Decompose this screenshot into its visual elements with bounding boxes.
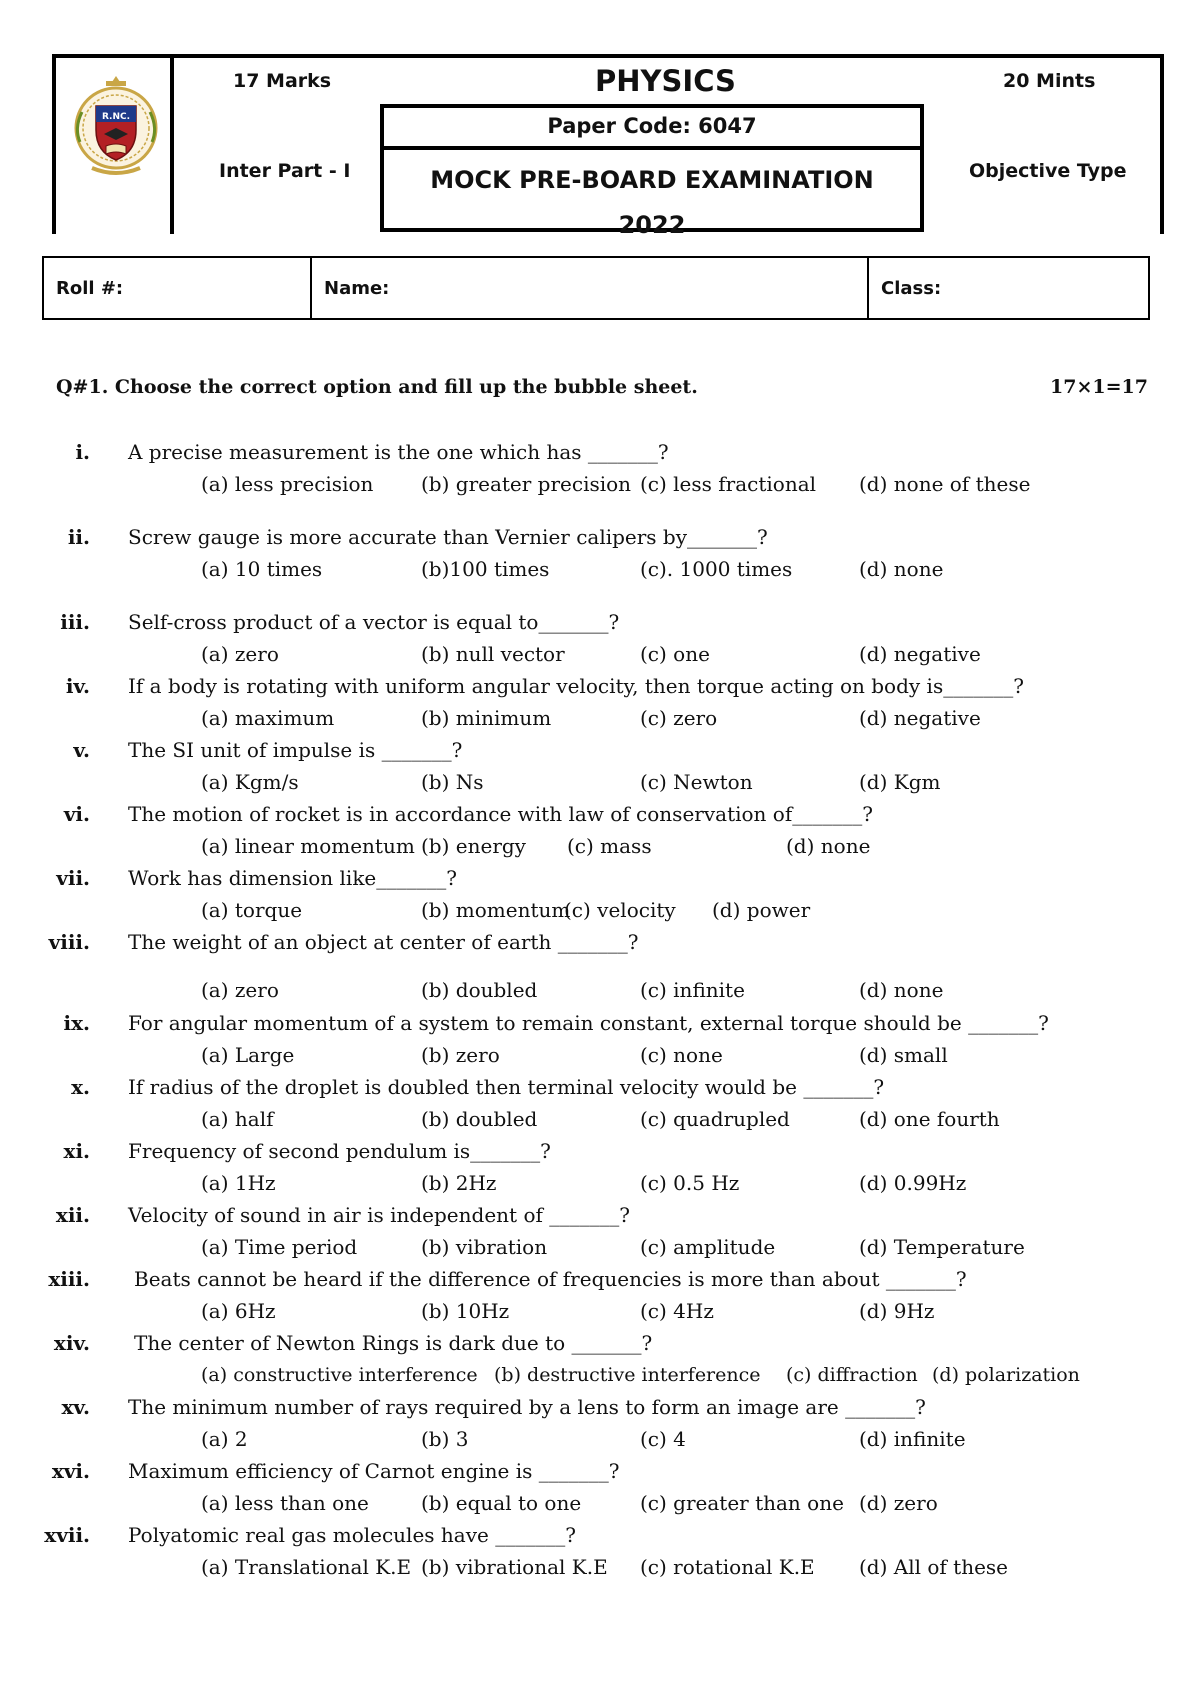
option-row (0, 1041, 1200, 1069)
option-row (0, 1105, 1200, 1133)
option-row (0, 1169, 1200, 1197)
student-info-row (42, 256, 1150, 320)
question-number: iii. (60, 610, 90, 634)
college-crest-logo (70, 72, 162, 184)
option-c[interactable]: (c) amplitude (640, 1235, 776, 1259)
question-number: xi. (63, 1139, 90, 1163)
open-book-icon (106, 144, 126, 154)
question-stem: A precise measurement is the one which has _______? (128, 440, 669, 464)
student-name-field[interactable]: Name: (310, 258, 867, 318)
option-row (0, 470, 1200, 498)
option-row (0, 1233, 1200, 1261)
option-row (0, 768, 1200, 796)
question-number: x. (71, 1075, 90, 1099)
option-b[interactable]: (b) vibration (421, 1235, 548, 1259)
option-c[interactable]: (c) infinite (640, 978, 745, 1002)
paper-code: Paper Code: 6047 (547, 114, 757, 138)
option-b[interactable]: (b) energy (421, 834, 526, 858)
option-c[interactable]: (c). 1000 times (640, 557, 793, 581)
option-d[interactable]: (d) one fourth (859, 1107, 1000, 1131)
question-stem: If a body is rotating with uniform angular velocity, then torque acting on body is_______? (128, 674, 1024, 698)
option-a[interactable]: (a) torque (201, 898, 303, 922)
option-c[interactable]: (c) greater than one (640, 1491, 844, 1515)
option-row (0, 704, 1200, 732)
option-row (0, 555, 1200, 583)
option-a[interactable]: (a) less than one (201, 1491, 369, 1515)
total-marks: 17 Marks (233, 70, 332, 92)
option-a[interactable]: (a) Large (201, 1043, 295, 1067)
option-row (0, 976, 1200, 1004)
question-number: xiv. (53, 1331, 90, 1355)
question-stem: Self-cross product of a vector is equal to_______? (128, 610, 620, 634)
option-a[interactable]: (a) less precision (201, 472, 374, 496)
question-stem: The center of Newton Rings is dark due to _______? (134, 1331, 653, 1355)
option-c[interactable]: (c) quadrupled (640, 1107, 790, 1131)
option-d[interactable]: (d) none (786, 834, 871, 858)
svg-text:R.NC.: R.NC. (101, 112, 131, 122)
question-number: ii. (67, 525, 90, 549)
subject-title: PHYSICS (595, 64, 736, 98)
option-b[interactable]: (b) minimum (421, 706, 552, 730)
question-heading: Q#1. Choose the correct option and fill up the bubble sheet. (56, 376, 698, 398)
question-stem: The weight of an object at center of earth _______? (128, 930, 639, 954)
option-b[interactable]: (b) greater precision (421, 472, 632, 496)
option-row (0, 1361, 1200, 1389)
option-b[interactable]: (b) Ns (421, 770, 484, 794)
option-c[interactable]: (c) velocity (564, 898, 676, 922)
option-a[interactable]: (a) 6Hz (201, 1299, 276, 1323)
option-b[interactable]: (b) 3 (421, 1427, 469, 1451)
option-a[interactable]: (a) Time period (201, 1235, 358, 1259)
option-c[interactable]: (c) 4Hz (640, 1299, 714, 1323)
option-c[interactable]: (c) Newton (640, 770, 753, 794)
question-number: xv. (61, 1395, 90, 1419)
header-border-right (1160, 54, 1164, 234)
option-a[interactable]: (a) 1Hz (201, 1171, 276, 1195)
option-d[interactable]: (d) none (859, 557, 944, 581)
option-d[interactable]: (d) All of these (859, 1555, 1009, 1579)
exam-title-line1: MOCK PRE-BOARD EXAMINATION (430, 166, 874, 194)
option-b[interactable]: (b) vibrational K.E (421, 1555, 608, 1579)
option-d[interactable]: (d) small (859, 1043, 948, 1067)
option-b[interactable]: (b) momentum (421, 898, 571, 922)
option-d[interactable]: (d) power (712, 898, 811, 922)
question-stem: Velocity of sound in air is independent of _______? (128, 1203, 630, 1227)
time-allowed: 20 Mints (1003, 70, 1096, 92)
option-d[interactable]: (d) 0.99Hz (859, 1171, 967, 1195)
option-a[interactable]: (a) zero (201, 978, 279, 1002)
option-row (0, 640, 1200, 668)
option-a[interactable]: (a) linear momentum (201, 834, 415, 858)
option-c[interactable]: (c) none (640, 1043, 723, 1067)
option-b[interactable]: (b) destructive interference (494, 1364, 761, 1386)
question-number: ix. (63, 1011, 90, 1035)
option-a[interactable]: (a) Kgm/s (201, 770, 299, 794)
question-stem: Frequency of second pendulum is_______? (128, 1139, 551, 1163)
paper-code-box (380, 104, 924, 239)
question-stem: The SI unit of impulse is _______? (128, 738, 463, 762)
roll-number-field[interactable]: Roll #: (56, 277, 124, 299)
option-d[interactable]: (d) zero (859, 1491, 938, 1515)
option-a[interactable]: (a) 2 (201, 1427, 248, 1451)
question-number: xiii. (48, 1267, 90, 1291)
question-stem: Maximum efficiency of Carnot engine is _______? (128, 1459, 620, 1483)
class-part: Inter Part - I (219, 160, 351, 182)
question-stem: The minimum number of rays required by a lens to form an image are _______? (128, 1395, 926, 1419)
option-row (0, 1297, 1200, 1325)
question-number: v. (73, 738, 90, 762)
question-number: xvii. (44, 1523, 90, 1547)
question-number: viii. (48, 930, 90, 954)
question-number: vi. (63, 802, 90, 826)
option-row (0, 1425, 1200, 1453)
option-d[interactable]: (d) 9Hz (859, 1299, 935, 1323)
header-border-left (52, 56, 56, 234)
option-b[interactable]: (b) doubled (421, 978, 538, 1002)
question-stem: Work has dimension like_______? (128, 866, 457, 890)
question-number: i. (75, 440, 90, 464)
option-d[interactable]: (d) negative (859, 642, 981, 666)
option-d[interactable]: (d) Temperature (859, 1235, 1025, 1259)
question-stem: Polyatomic real gas molecules have _______? (128, 1523, 576, 1547)
option-row (0, 1553, 1200, 1581)
question-number: xvi. (51, 1459, 90, 1483)
question-stem: Beats cannot be heard if the difference of frequencies is more than about _______? (134, 1267, 967, 1291)
option-a[interactable]: (a) constructive interference (201, 1364, 478, 1386)
option-b[interactable]: (b)100 times (421, 557, 550, 581)
option-b[interactable]: (b) 2Hz (421, 1171, 497, 1195)
option-a[interactable]: (a) zero (201, 642, 279, 666)
exam-title (384, 158, 920, 248)
option-c[interactable]: (c) zero (640, 706, 718, 730)
question-marks: 17×1=17 (1050, 376, 1148, 398)
question-stem: Screw gauge is more accurate than Vernier calipers by_______? (128, 525, 768, 549)
class-field[interactable]: Class: (867, 258, 1148, 318)
paper-type: Objective Type (969, 160, 1127, 182)
option-d[interactable]: (d) none of these (859, 472, 1031, 496)
question-number: vii. (56, 866, 90, 890)
option-c[interactable]: (c) diffraction (786, 1364, 918, 1386)
question-stem: For angular momentum of a system to remain constant, external torque should be _______? (128, 1011, 1049, 1035)
option-row (0, 1489, 1200, 1517)
option-c[interactable]: (c) one (640, 642, 710, 666)
exam-title-line2: 2022 (618, 211, 686, 239)
option-b[interactable]: (b) doubled (421, 1107, 538, 1131)
question-number: xii. (55, 1203, 90, 1227)
option-b[interactable]: (b) equal to one (421, 1491, 582, 1515)
option-d[interactable]: (d) infinite (859, 1427, 966, 1451)
option-d[interactable]: (d) Kgm (859, 770, 941, 794)
option-a[interactable]: (a) half (201, 1107, 274, 1131)
option-c[interactable]: (c) 0.5 Hz (640, 1171, 740, 1195)
header-border-top (52, 54, 1164, 58)
option-a[interactable]: (a) maximum (201, 706, 335, 730)
paper-code-separator (384, 146, 920, 150)
option-b[interactable]: (b) 10Hz (421, 1299, 510, 1323)
option-d[interactable]: (d) polarization (932, 1364, 1080, 1386)
option-c[interactable]: (c) 4 (640, 1427, 686, 1451)
question-number: iv. (65, 674, 90, 698)
option-b[interactable]: (b) null vector (421, 642, 565, 666)
option-c[interactable]: (c) rotational K.E (640, 1555, 815, 1579)
option-row (0, 896, 1200, 924)
option-d[interactable]: (d) negative (859, 706, 981, 730)
option-a[interactable]: (a) 10 times (201, 557, 323, 581)
header-logo-divider (170, 56, 174, 234)
option-a[interactable]: (a) Translational K.E (201, 1555, 412, 1579)
question-stem: The motion of rocket is in accordance with law of conservation of_______? (128, 802, 873, 826)
question-stem: If radius of the droplet is doubled then terminal velocity would be _______? (128, 1075, 885, 1099)
option-d[interactable]: (d) none (859, 978, 944, 1002)
option-c[interactable]: (c) mass (567, 834, 652, 858)
option-c[interactable]: (c) less fractional (640, 472, 817, 496)
option-b[interactable]: (b) zero (421, 1043, 500, 1067)
option-row (0, 832, 1200, 860)
